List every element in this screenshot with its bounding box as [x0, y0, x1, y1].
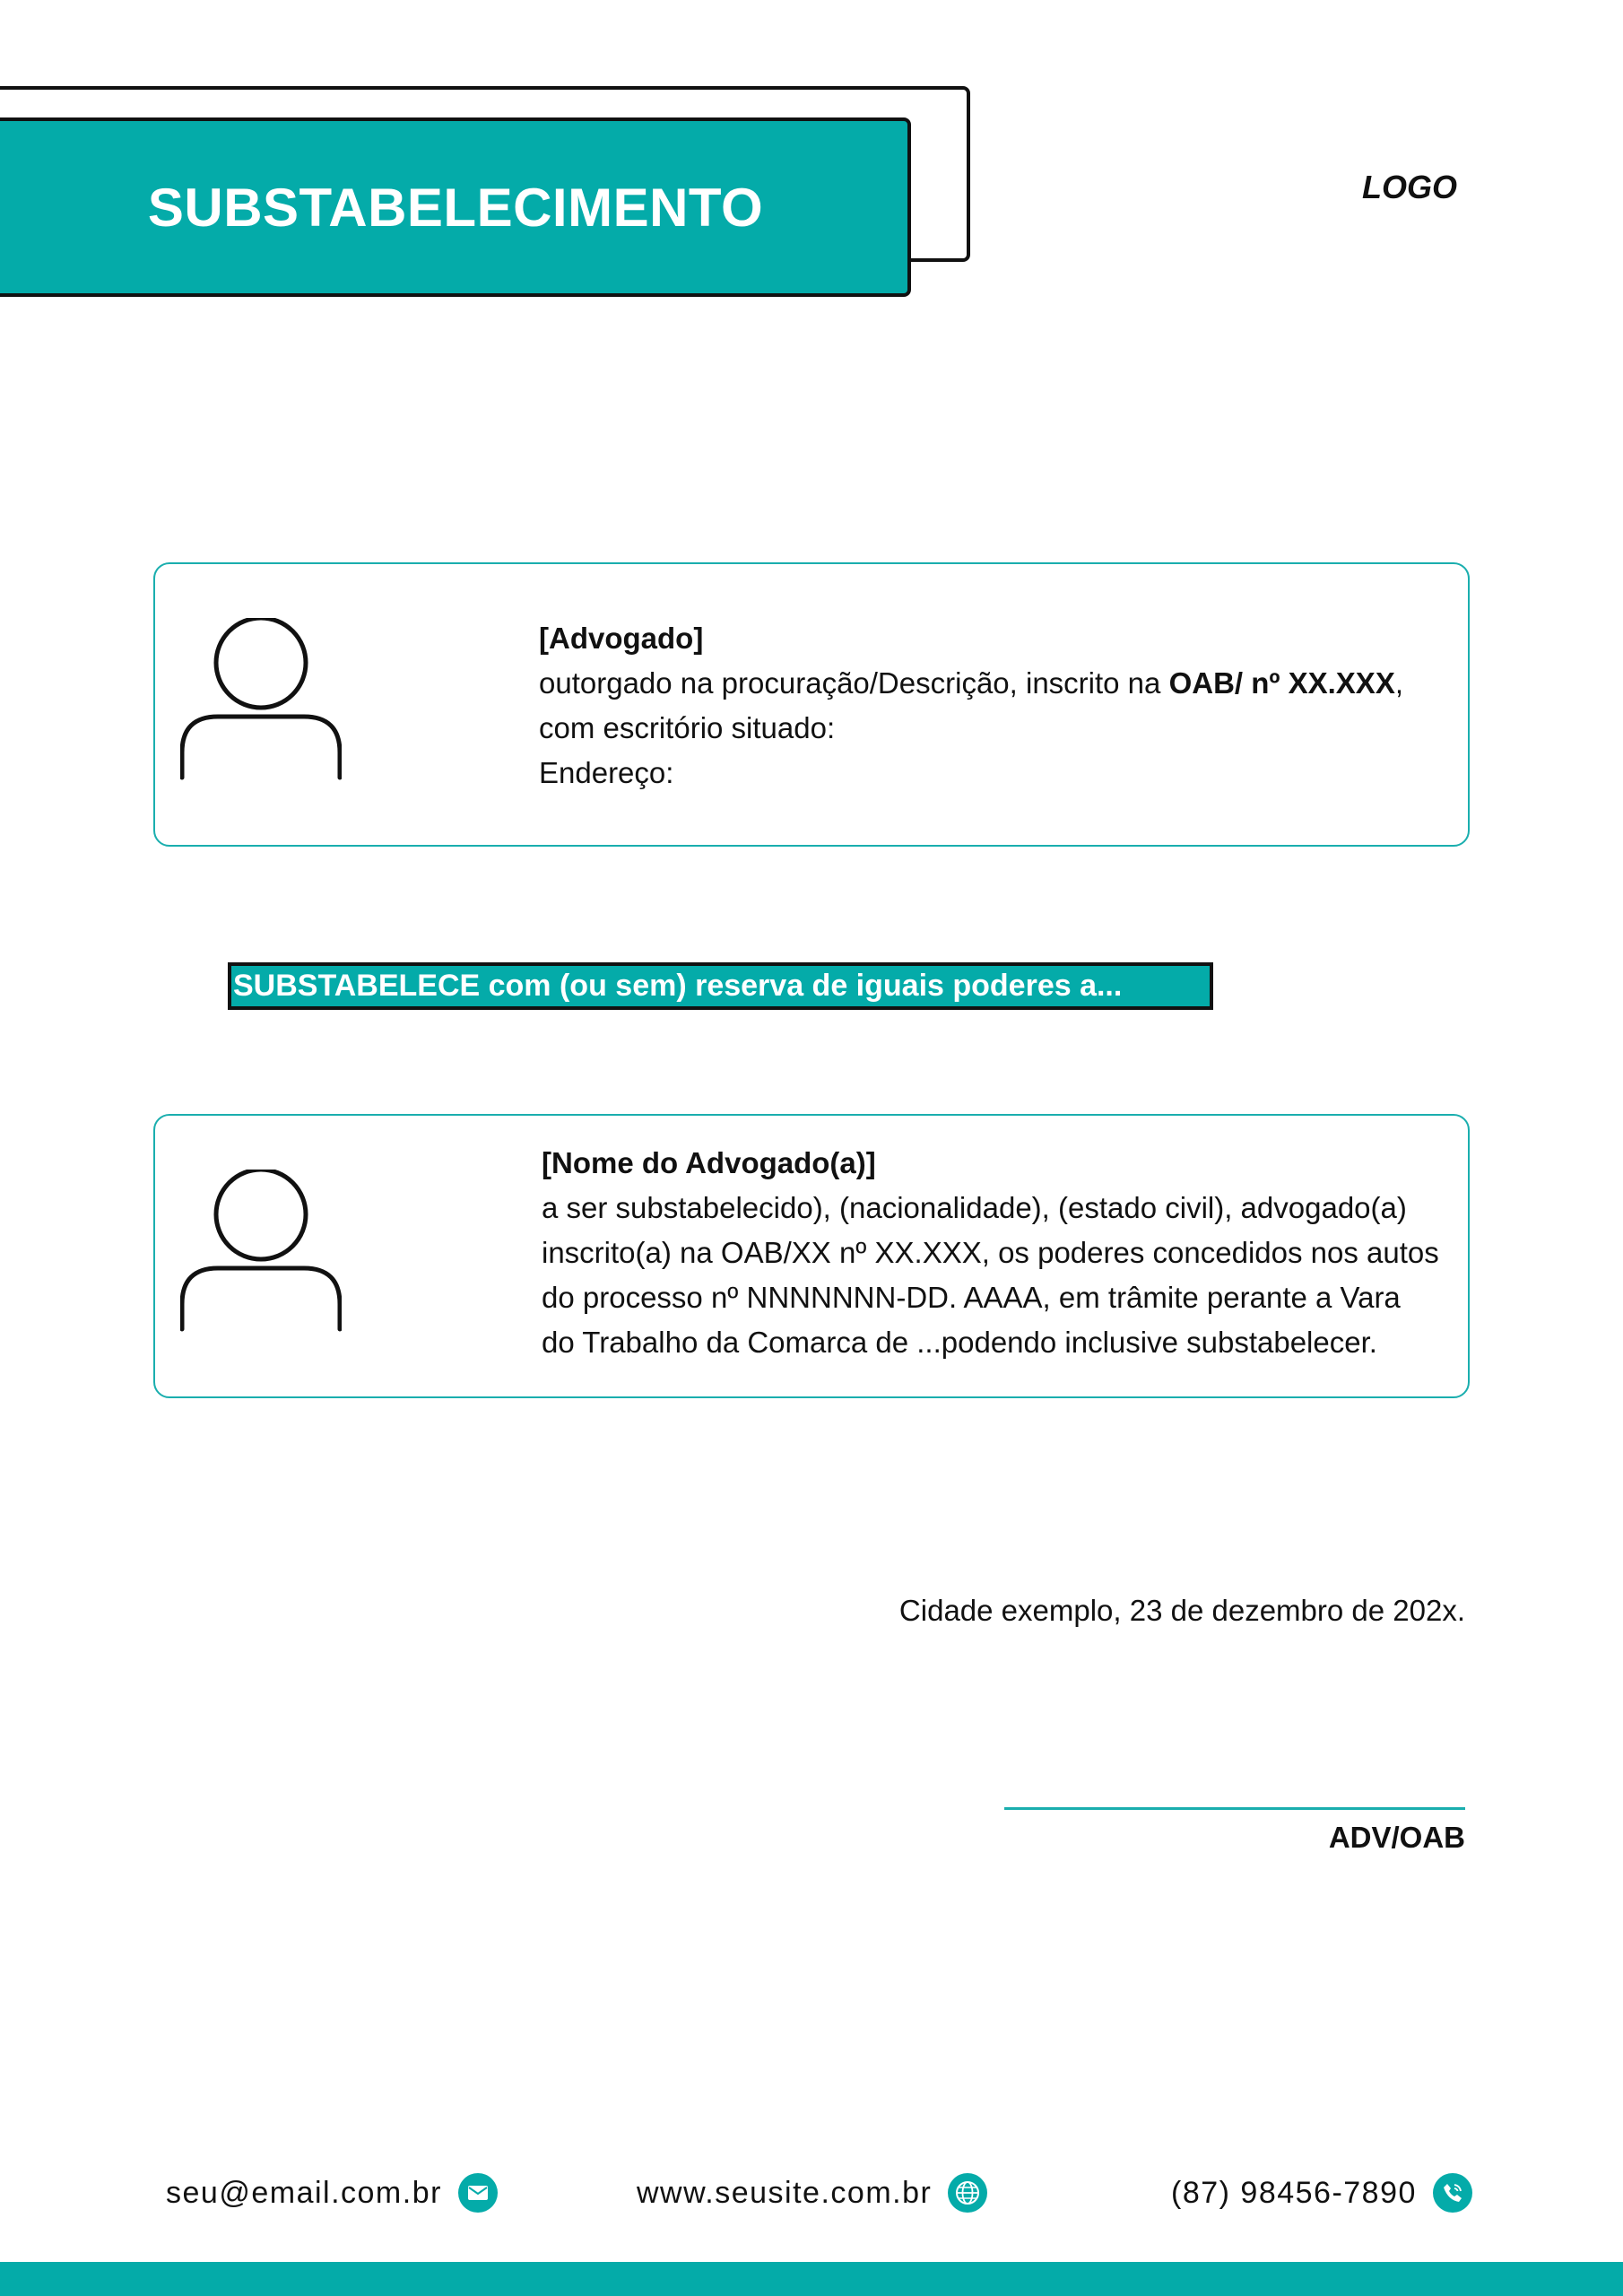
signature-label: ADV/OAB [1328, 1821, 1465, 1854]
email-text[interactable]: seu@email.com.br [166, 2175, 442, 2210]
title-banner [0, 117, 911, 297]
person-outline-icon [180, 618, 342, 788]
date-line: Cidade exemplo, 23 de dezembro de 202x. [898, 1594, 1465, 1627]
footer-website[interactable] [637, 2173, 987, 2213]
grantor-details [539, 616, 1445, 796]
substabelece-banner [228, 962, 1213, 1010]
grantor-name: [Advogado] [539, 622, 704, 655]
footer-email[interactable] [166, 2173, 498, 2213]
grantee-line-3: do processo nº NNNNNNN-DD. AAAA, em trâmite perante a Vara [542, 1281, 1401, 1314]
footer-bar [0, 2262, 1623, 2296]
grantee-card [153, 1114, 1470, 1398]
banner-text: SUBSTABELECE com (ou sem) reserva de iguais poderes a... [233, 969, 1123, 1003]
grantee-line-2: inscrito(a) na OAB/XX nº XX.XXX, os poderes concedidos nos autos [542, 1236, 1439, 1269]
grantee-line-1: a ser substabelecido), (nacionalidade), (estado civil), advogado(a) [542, 1191, 1407, 1224]
globe-icon [948, 2173, 987, 2213]
page-title: SUBSTABELECIMENTO [147, 177, 764, 238]
signature-line [1004, 1807, 1465, 1810]
envelope-icon [458, 2173, 498, 2213]
website-text[interactable]: www.seusite.com.br [637, 2175, 933, 2210]
footer-phone[interactable] [1171, 2173, 1472, 2213]
grantee-name: [Nome do Advogado(a)] [542, 1146, 876, 1179]
grantee-details [542, 1141, 1447, 1365]
phone-text[interactable]: (87) 98456-7890 [1171, 2175, 1417, 2210]
grantee-line-4: do Trabalho da Comarca de ...podendo inclusive substabelecer. [542, 1326, 1377, 1359]
phone-icon [1433, 2173, 1472, 2213]
grantor-line-1: outorgado na procuração/Descrição, inscrito na OAB/ nº XX.XXX, [539, 666, 1404, 700]
grantor-line-2: com escritório situado: [539, 711, 836, 744]
grantor-oab: OAB/ nº XX.XXX [1168, 666, 1395, 700]
grantor-card [153, 562, 1470, 847]
logo: LOGO [1362, 169, 1457, 205]
person-outline-icon [180, 1170, 342, 1340]
grantor-line-3: Endereço: [539, 756, 674, 789]
